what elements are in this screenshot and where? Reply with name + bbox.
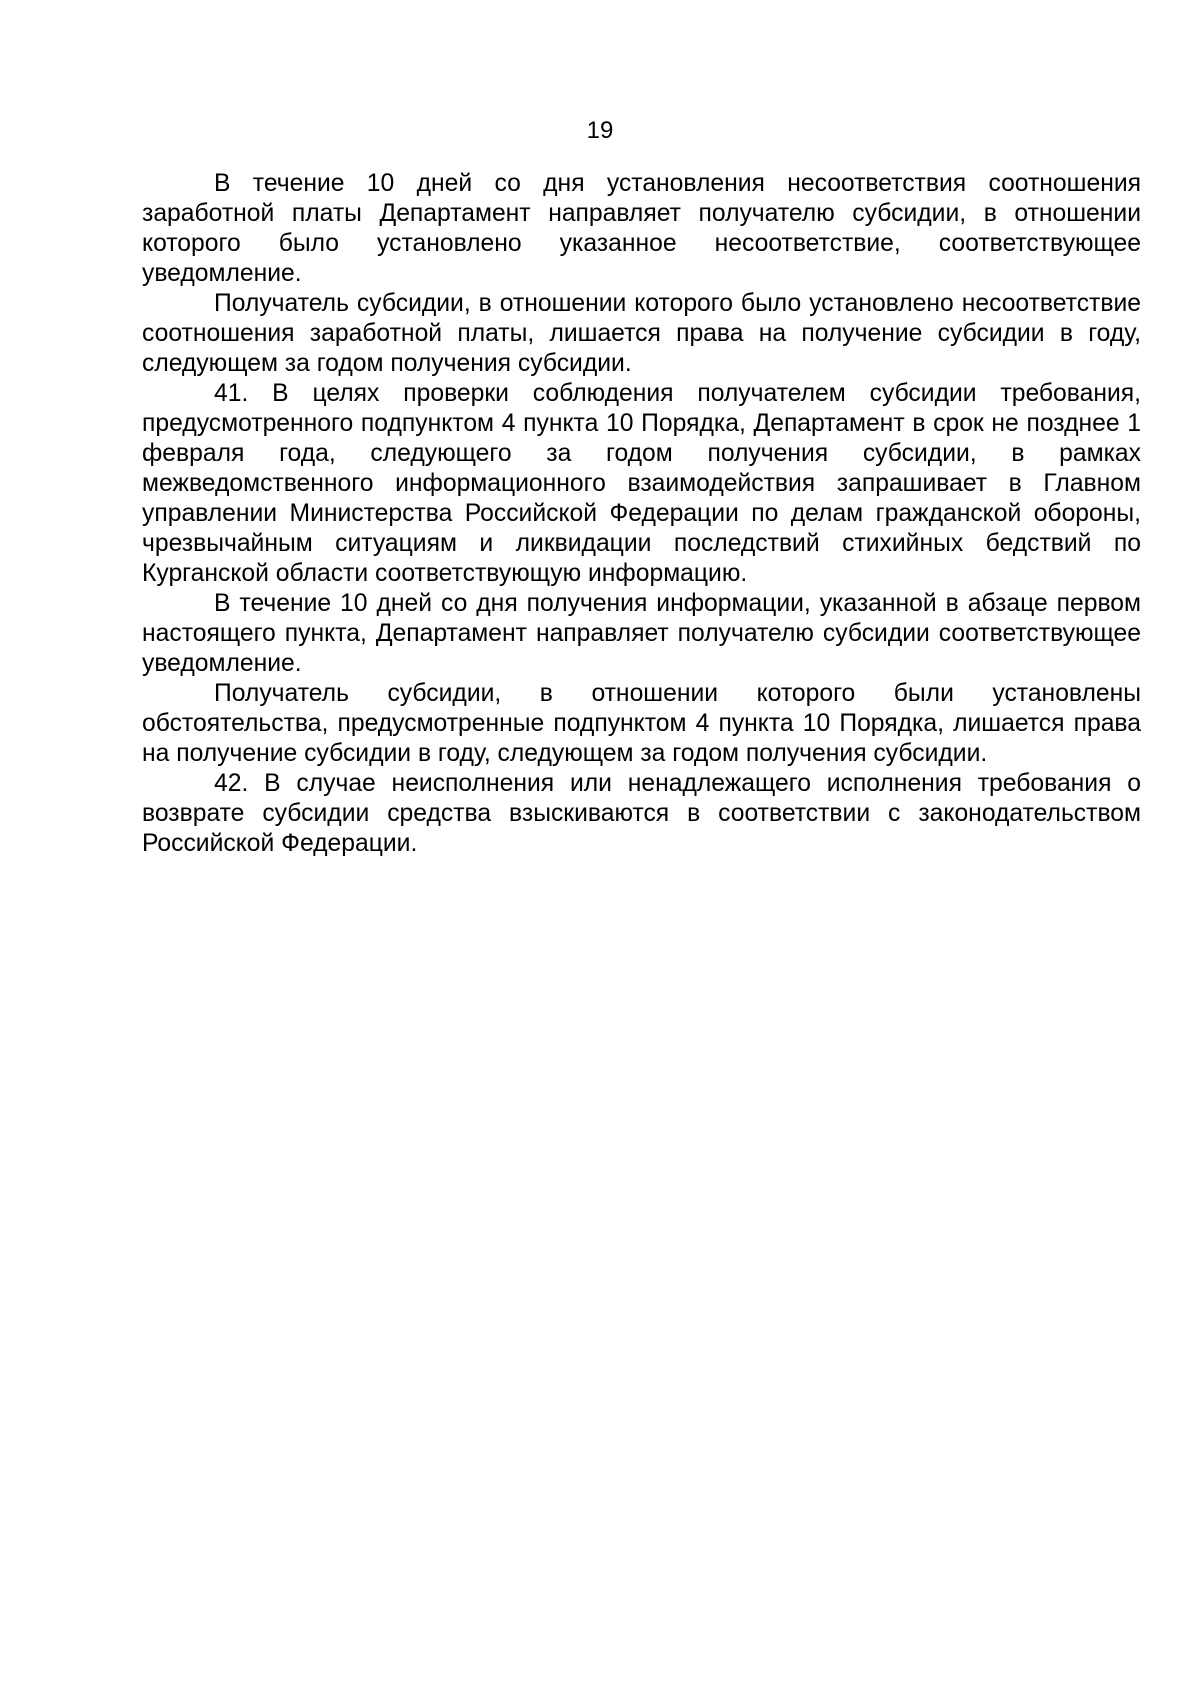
- paragraph-clause-41-notice: В течение 10 дней со дня получения информации, указанной в абзаце первом настоящего пункта, Департамент направляет получателю субсидии соответствующее уведомление.: [142, 590, 1141, 677]
- paragraph-clause-41-penalty: Получатель субсидии, в отношении которого были установлены обстоятельства, предусмотренные подпунктом 4 пункта 10 Порядка, лишается права на получение субсидии в году, следующем за годом получения субсидии.: [142, 680, 1141, 767]
- paragraph-salary-mismatch-penalty: Получатель субсидии, в отношении которого было установлено несоответствие соотношения заработной платы, лишается права на получение субсидии в году, следующем за годом получения субсидии.: [142, 290, 1141, 377]
- paragraph-salary-mismatch-notice: В течение 10 дней со дня установления несоответствия соотношения заработной платы Департамент направляет получателю субсидии, в отношении которого было установлено указанное несоответствие, соответствующее уведомление.: [142, 170, 1141, 287]
- paragraph-clause-42: 42. В случае неисполнения или ненадлежащего исполнения требования о возврате субсидии средства взыскиваются в соответствии с законодательством Российской Федерации.: [142, 770, 1141, 857]
- page-number: 19: [586, 117, 614, 144]
- document-body: [142, 169, 1141, 859]
- paragraph-clause-41: 41. В целях проверки соблюдения получателем субсидии требования, предусмотренного подпунктом 4 пункта 10 Порядка, Департамент в срок не позднее 1 февраля года, следующего за годом получения субсидии, в рамках межведомственного информационного взаимодействия запрашивает в Главном управлении Министерства Российской Федерации по делам гражданской обороны, чрезвычайным ситуациям и ликвидации последствий стихийных бедствий по Курганской области соответствующую информацию.: [142, 380, 1141, 587]
